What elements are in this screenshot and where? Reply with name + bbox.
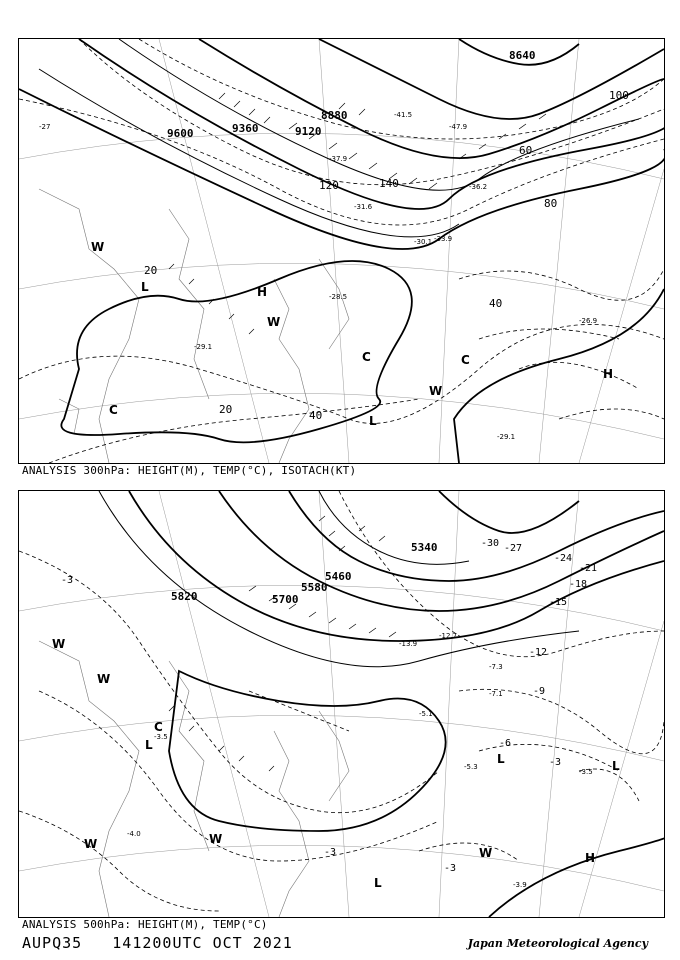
temp-label: -28.5 <box>329 293 348 301</box>
wind-barbs <box>169 516 396 771</box>
temp-label: -21 <box>579 563 598 574</box>
temp-label: -24 <box>554 553 573 564</box>
isotach-label: 60 <box>519 144 533 157</box>
temp-label: -30 <box>481 538 500 549</box>
map-300hpa-svg <box>19 39 664 463</box>
height-label-5820: 5820 <box>171 590 198 603</box>
station-label: -3.5 <box>154 733 168 741</box>
isotach-label-group <box>144 89 629 422</box>
chart-identifier <box>22 934 293 952</box>
center-W: W <box>429 384 443 398</box>
center-C: C <box>109 403 118 417</box>
caption-300hpa: ANALYSIS 300hPa: HEIGHT(M), TEMP(°C), ISOTACH(KT) <box>22 464 357 477</box>
station-label: -7.3 <box>489 663 503 671</box>
height-label-9600: 9600 <box>167 127 194 140</box>
temp-label: -33.9 <box>434 235 453 243</box>
height-label-8640: 8640 <box>509 49 536 62</box>
height-label-9120: 9120 <box>295 125 322 138</box>
temp-label: -6 <box>499 738 512 749</box>
station-label: -12.7 <box>439 632 458 640</box>
isotach-label: 140 <box>379 177 399 190</box>
map-500hpa-svg <box>19 491 664 917</box>
center-H: H <box>257 285 268 299</box>
temp-label: -29.1 <box>194 343 213 351</box>
height-contours <box>129 491 664 917</box>
coastlines <box>39 641 349 917</box>
height-label-5340: 5340 <box>411 541 438 554</box>
center-W: W <box>209 832 223 846</box>
temp-label: -18 <box>569 579 588 590</box>
temp-label: -3 <box>324 847 337 858</box>
station-label: -13.9 <box>399 640 418 648</box>
temp-label: -3 <box>549 757 562 768</box>
height-label-5700: 5700 <box>272 593 299 606</box>
temp-label: -47.9 <box>449 123 468 131</box>
station-label: -5.3 <box>464 763 478 771</box>
station-label: -3.9 <box>513 881 527 889</box>
center-W: W <box>479 846 493 860</box>
chart-code: AUPQ35 <box>22 934 83 952</box>
temp-label: -30.1 <box>414 238 433 246</box>
temp-label: -41.5 <box>394 111 413 119</box>
center-C: C <box>154 720 163 734</box>
center-W: W <box>52 637 66 651</box>
isotach-label: 120 <box>319 179 339 192</box>
temp-label: -37.9 <box>329 155 348 163</box>
temp-label: -15 <box>549 597 568 608</box>
station-label-group <box>127 632 596 889</box>
station-label: -4.0 <box>127 830 141 838</box>
isotach-label: 20 <box>219 403 233 416</box>
temp-label: -26.9 <box>579 317 598 325</box>
center-C: C <box>362 350 371 364</box>
isotach-label: 40 <box>489 297 503 310</box>
center-L: L <box>612 759 620 773</box>
center-W: W <box>84 837 98 851</box>
caption-500hpa: ANALYSIS 500hPa: HEIGHT(M), TEMP(°C) <box>22 918 268 931</box>
station-label: -7.1 <box>489 690 503 698</box>
height-label-9360: 9360 <box>232 122 259 135</box>
height-label-8880: 8880 <box>321 109 348 122</box>
station-label: -3.5 <box>579 768 593 776</box>
valid-time: 141200UTC OCT 2021 <box>112 934 293 952</box>
center-H: H <box>603 367 614 381</box>
temp-label: -12 <box>529 647 548 658</box>
temp-label: -27 <box>39 123 51 131</box>
center-L: L <box>145 738 153 752</box>
height-contours <box>19 39 664 463</box>
center-L: L <box>374 876 382 890</box>
temp-label: -3 <box>444 863 457 874</box>
height-label-5580: 5580 <box>301 581 328 594</box>
center-L: L <box>141 280 149 294</box>
isotach-label: 20 <box>144 264 158 277</box>
temp-label: -31.6 <box>354 203 373 211</box>
temp-label: -3 <box>61 575 74 586</box>
temp-label: -27 <box>504 543 523 554</box>
temp-label: -36.2 <box>469 183 488 191</box>
temp-label: -9 <box>533 686 546 697</box>
analysis-500hpa-map <box>18 490 665 918</box>
height-label-group <box>167 49 536 140</box>
center-C: C <box>461 353 470 367</box>
height-label-5460: 5460 <box>325 570 352 583</box>
center-W: W <box>267 315 281 329</box>
temp-label: -29.1 <box>497 433 516 441</box>
isotach-label: 80 <box>544 197 558 210</box>
isotach-label: 40 <box>309 409 323 422</box>
temperature-label-group <box>39 111 597 441</box>
analysis-300hpa-map <box>18 38 665 464</box>
center-W: W <box>97 672 111 686</box>
center-L: L <box>497 752 505 766</box>
center-H: H <box>585 851 596 865</box>
agency-name: Japan Meteorological Agency <box>467 937 648 950</box>
center-W: W <box>91 240 105 254</box>
station-label: -5.1 <box>419 710 433 718</box>
center-L: L <box>369 414 377 428</box>
isotach-label: 100 <box>609 89 629 102</box>
